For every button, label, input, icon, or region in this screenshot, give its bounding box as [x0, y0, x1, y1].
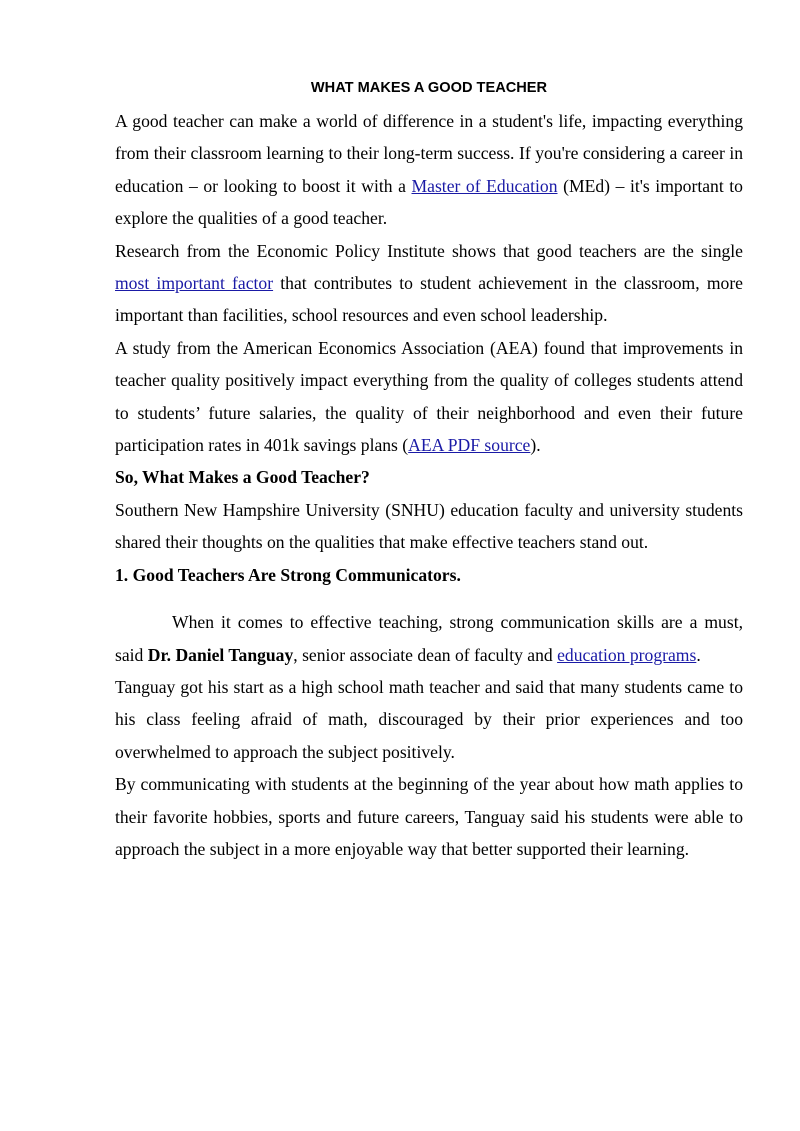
research-paragraph: [115, 235, 743, 332]
education-programs-link[interactable]: education programs: [557, 644, 697, 665]
intro-paragraph: [115, 105, 743, 235]
section-heading-communicators: 1. Good Teachers Are Strong Communicators.: [115, 564, 461, 585]
intro-text-after: (MEd) – it's important to explore the qualities of a good teacher.: [115, 175, 743, 229]
aea-text-before: A study from the American Economics Association (AEA) found that improvements in teacher quality positively impact everything from the quality of colleges students attend to students’ future salaries, the quality of their neighborhood and even their future participation rates in 401k savings plans (: [115, 337, 743, 456]
document-title: WHAT MAKES A GOOD TEACHER: [310, 80, 548, 96]
snhu-paragraph: Southern New Hampshire University (SNHU) education faculty and university students shared their thoughts on the qualities that make effective teachers stand out.: [115, 499, 743, 553]
section-heading-what-makes: So, What Makes a Good Teacher?: [115, 467, 370, 488]
aea-study-paragraph: [115, 332, 743, 462]
aea-pdf-source-link[interactable]: AEA PDF source: [408, 435, 531, 456]
master-of-education-link[interactable]: Master of Education: [411, 175, 558, 196]
intro-text-before: A good teacher can make a world of difference in a student's life, impacting everything from their classroom learning to their long-term success. If you're considering a career in education – or looking to boost it with a: [115, 111, 743, 196]
person-name: Dr. Daniel Tanguay: [147, 644, 294, 665]
communication-paragraph: [115, 606, 743, 671]
most-important-factor-link[interactable]: most important factor: [115, 273, 274, 294]
communication-text-after: .: [696, 644, 701, 665]
communication-text-before: When it comes to effective teaching, strong communication skills are a must, said: [115, 612, 743, 665]
communication-text-middle: , senior associate dean of faculty and: [293, 644, 558, 665]
research-text-before: Research from the Economic Policy Institute shows that good teachers are the single: [115, 240, 743, 261]
tanguay-start-paragraph: Tanguay got his start as a high school math teacher and said that many students came to his class feeling afraid of math, discouraged by their prior experiences and too overwhelmed to approach the subject positively.: [115, 676, 743, 762]
research-text-after: that contributes to student achievement in the classroom, more important than facilities, school resources and even school leadership.: [115, 273, 743, 326]
communicating-paragraph: By communicating with students at the beginning of the year about how math applies to their favorite hobbies, sports and future careers, Tanguay said his students were able to approach the subject in a more enjoyable way that better supported their learning.: [115, 774, 743, 859]
aea-text-after: ).: [530, 435, 541, 456]
document-body: [115, 74, 743, 865]
